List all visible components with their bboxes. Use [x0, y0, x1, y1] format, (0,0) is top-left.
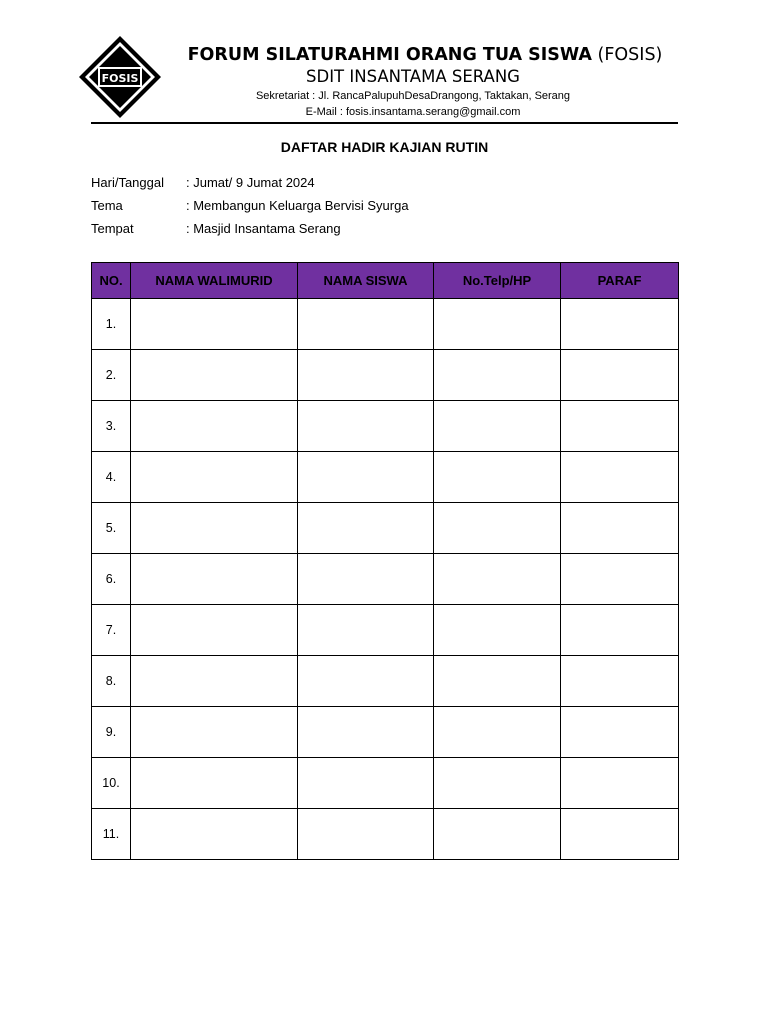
column-header-signature: PARAF — [561, 263, 679, 299]
column-header-parent-name: NAMA WALIMURID — [131, 263, 298, 299]
parent-name-cell — [131, 299, 298, 350]
attendance-table — [91, 262, 679, 860]
table-row — [92, 401, 679, 452]
signature-cell — [561, 299, 679, 350]
signature-cell — [561, 809, 679, 860]
info-label: Hari/Tanggal — [91, 175, 164, 190]
student-name-cell — [298, 605, 434, 656]
phone-cell — [434, 605, 561, 656]
signature-cell — [561, 605, 679, 656]
phone-cell — [434, 554, 561, 605]
row-number: 8. — [92, 656, 131, 707]
row-number: 9. — [92, 707, 131, 758]
fosis-logo-graphic — [78, 35, 162, 119]
student-name-cell — [298, 503, 434, 554]
signature-cell — [561, 503, 679, 554]
row-number: 7. — [92, 605, 131, 656]
student-name-cell — [298, 401, 434, 452]
column-header-student-name: NAMA SISWA — [298, 263, 434, 299]
parent-name-cell — [131, 554, 298, 605]
phone-cell — [434, 707, 561, 758]
table-row — [92, 554, 679, 605]
parent-name-cell — [131, 350, 298, 401]
phone-cell — [434, 452, 561, 503]
parent-name-cell — [131, 809, 298, 860]
student-name-cell — [298, 350, 434, 401]
row-number: 2. — [92, 350, 131, 401]
table-row — [92, 707, 679, 758]
signature-cell — [561, 758, 679, 809]
table-row — [92, 809, 679, 860]
parent-name-cell — [131, 605, 298, 656]
document-title: DAFTAR HADIR KAJIAN RUTIN — [280, 139, 489, 155]
table-row — [92, 350, 679, 401]
info-row-theme — [91, 197, 409, 220]
org-name: FORUM SILATURAHMI ORANG TUA SISWA — [187, 45, 592, 65]
row-number: 1. — [92, 299, 131, 350]
parent-name-cell — [131, 758, 298, 809]
table-row — [92, 452, 679, 503]
signature-cell — [561, 401, 679, 452]
info-row-date — [91, 174, 409, 197]
column-header-no: NO. — [92, 263, 131, 299]
header-divider — [91, 122, 678, 124]
column-header-phone: No.Telp/HP — [434, 263, 561, 299]
student-name-cell — [298, 758, 434, 809]
parent-name-cell — [131, 656, 298, 707]
info-row-place — [91, 220, 409, 243]
event-info — [91, 174, 409, 243]
student-name-cell — [298, 656, 434, 707]
student-name-cell — [298, 554, 434, 605]
table-row — [92, 758, 679, 809]
row-number: 6. — [92, 554, 131, 605]
signature-cell — [561, 707, 679, 758]
parent-name-cell — [131, 452, 298, 503]
info-value: : Masjid Insantama Serang — [186, 221, 341, 236]
school-name: SDIT INSANTAMA SERANG — [306, 67, 520, 86]
row-number: 3. — [92, 401, 131, 452]
phone-cell — [434, 503, 561, 554]
table-row — [92, 656, 679, 707]
info-value: : Jumat/ 9 Jumat 2024 — [186, 175, 315, 190]
email-address: E-Mail : fosis.insantama.serang@gmail.com — [305, 106, 521, 118]
phone-cell — [434, 656, 561, 707]
phone-cell — [434, 758, 561, 809]
signature-cell — [561, 554, 679, 605]
parent-name-cell — [131, 707, 298, 758]
student-name-cell — [298, 707, 434, 758]
table-row — [92, 605, 679, 656]
phone-cell — [434, 809, 561, 860]
parent-name-cell — [131, 503, 298, 554]
row-number: 5. — [92, 503, 131, 554]
info-value: : Membangun Keluarga Bervisi Syurga — [186, 198, 409, 213]
table-row — [92, 299, 679, 350]
logo-text: FOSIS — [101, 72, 139, 85]
table-row — [92, 503, 679, 554]
fosis-logo — [78, 35, 162, 119]
signature-cell — [561, 452, 679, 503]
row-number: 11. — [92, 809, 131, 860]
signature-cell — [561, 350, 679, 401]
signature-cell — [561, 656, 679, 707]
student-name-cell — [298, 299, 434, 350]
table-header-row — [92, 263, 679, 299]
row-number: 10. — [92, 758, 131, 809]
org-abbrev: (FOSIS) — [597, 45, 663, 65]
parent-name-cell — [131, 401, 298, 452]
info-label: Tema — [91, 198, 123, 213]
student-name-cell — [298, 452, 434, 503]
student-name-cell — [298, 809, 434, 860]
secretariat-address: Sekretariat : Jl. RancaPalupuhDesaDrangong, Taktakan, Serang — [255, 90, 571, 102]
phone-cell — [434, 350, 561, 401]
phone-cell — [434, 299, 561, 350]
org-title — [170, 45, 680, 65]
phone-cell — [434, 401, 561, 452]
info-label: Tempat — [91, 221, 134, 236]
row-number: 4. — [92, 452, 131, 503]
